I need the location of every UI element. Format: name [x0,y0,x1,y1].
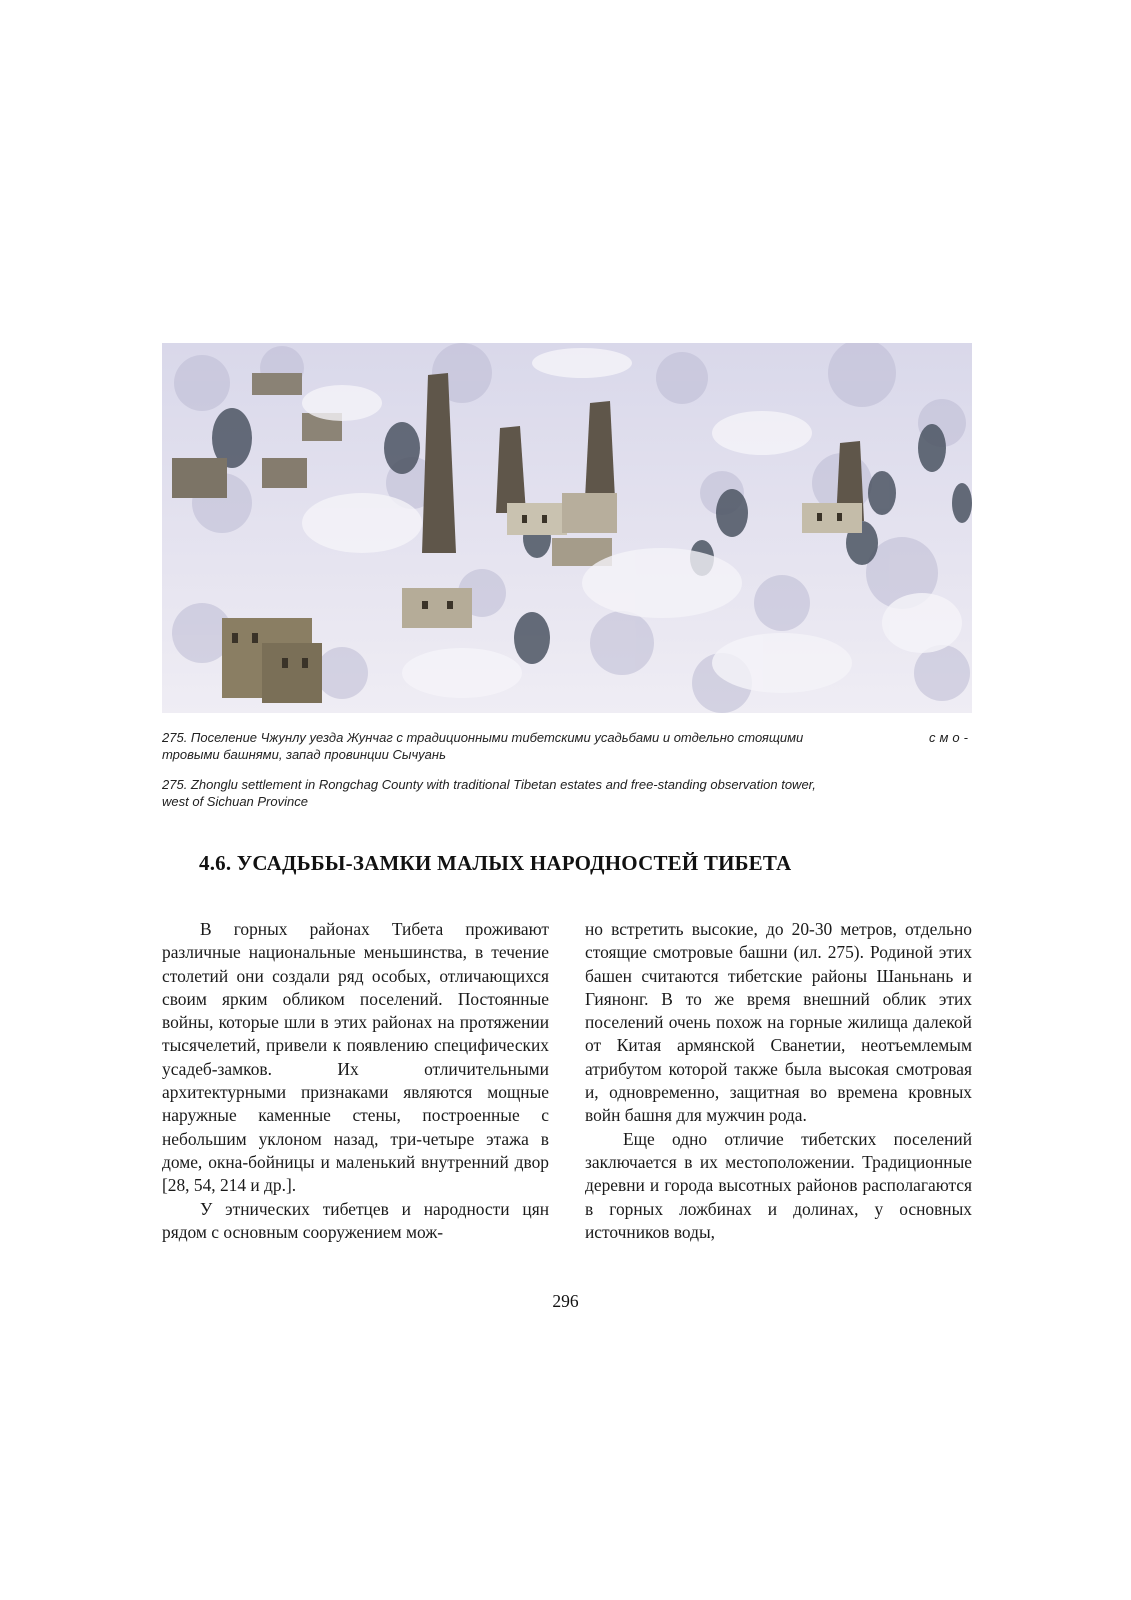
section-heading: 4.6. УСАДЬБЫ-ЗАМКИ МАЛЫХ НАРОДНОСТЕЙ ТИБЕТА [199,851,792,875]
caption-en-line1: 275. Zhonglu settlement in Rongchag County with traditional Tibetan estates and free-standing observation tower, [162,777,816,792]
caption-ru-line1-tail: смо- [929,730,972,745]
page-number: 296 [552,1291,579,1311]
paragraph: Еще одно отличие тибетских поселений заключается в их местоположении. Традиционные деревни и города высотных районов располагаются в горных ложбинах и долинах, у основных источников воды, [585,1128,972,1242]
paragraph: но встретить высокие, до 20-30 метров, отдельно стоящие смотровые башни (ил. 275). Родиной этих башен считаются тибетские районы Шаньнань и Гиянонг. В то же время внешний облик этих поселений очень похож на горные жилища далекой от Китая армянской Сванетии, неотъемлемым атрибутом которой также была высокая смотровая и, одновременно, защитная во времена кровных войн башня для мужчин рода. [585,919,972,1126]
caption-ru-line1: 275. Поселение Чжунлу уезда Жунчаг с традиционными тибетскими усадьбами и отдельно стоящими [162,730,804,745]
figure-caption-en [162,776,972,810]
paragraph: У этнических тибетцев и народности цян рядом с основным сооружением мож- [162,1198,549,1242]
figure-caption-ru [162,729,972,763]
paragraph: В горных районах Тибета проживают различные национальные меньшинства, в течение столетий они создали ряд особых, отличающихся своим ярким обликом поселений. Постоянные войны, которые шли в этих районах на протяжении тысячелетий, привели к появлению специфических усадеб-замков. Их отличительными архитектурными признаками являются мощные наружные каменные стены, построенные с небольшим уклоном назад, три-четыре этажа в доме, окна-бойницы и маленький внутренний двор [28, 54, 214 и др.]. [162,919,549,1196]
caption-en-line2: west of Sichuan Province [162,794,308,809]
body-column-right [585,918,972,1244]
figure-photo [162,343,972,713]
body-column-left [162,918,549,1244]
caption-ru-line2: тровыми башнями, запад провинции Сычуань [162,747,446,762]
